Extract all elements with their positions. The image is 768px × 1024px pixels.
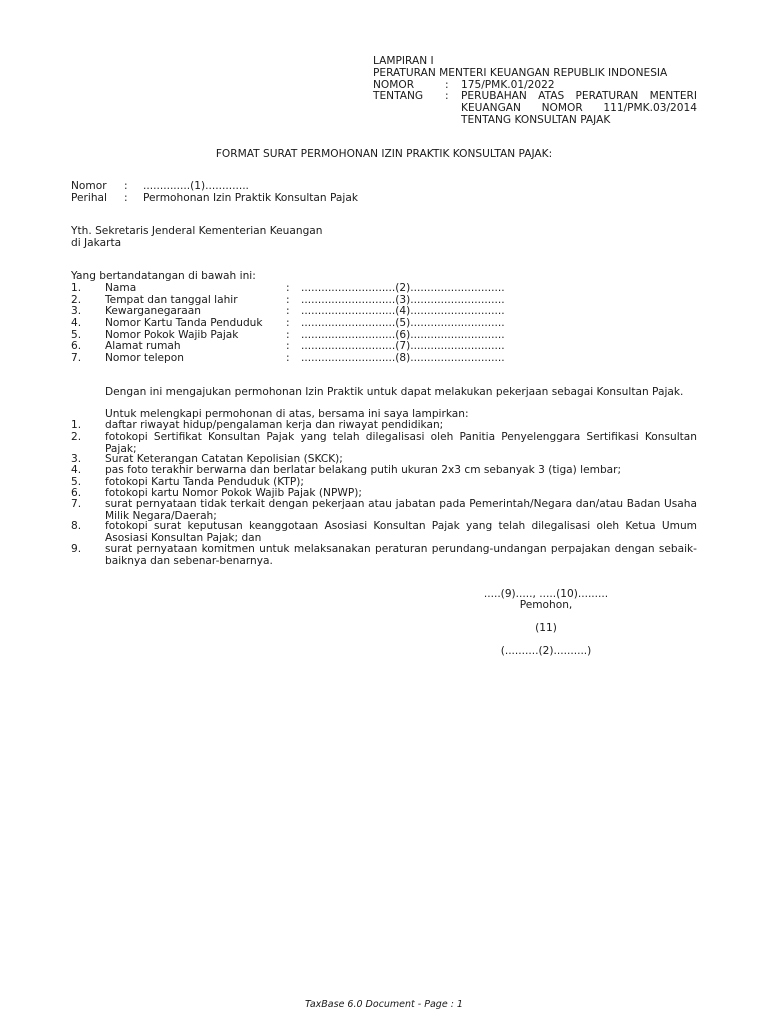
attachment-number: 2. <box>71 431 82 443</box>
identity-intro: Yang bertandatangan di bawah ini: <box>71 270 256 282</box>
field-number: 6. <box>71 340 82 352</box>
field-value-telepon: ............................(8)............................ <box>301 352 505 364</box>
addressee-city: di Jakarta <box>71 237 122 249</box>
letter-nomor-value: ..............(1)............. <box>143 180 249 192</box>
signature-mark: (11) <box>535 622 557 634</box>
attachment-number: 1. <box>71 419 82 431</box>
application-statement: Dengan ini mengajukan permohonan Izin Praktik untuk dapat melakukan pekerjaan sebagai Konsultan Pajak. <box>105 386 684 398</box>
field-separator: : <box>286 329 290 341</box>
field-number: 4. <box>71 317 82 329</box>
attachment-number: 5. <box>71 476 82 488</box>
perihal-label: Perihal <box>71 192 107 204</box>
attachments-intro: Untuk melengkapi permohonan di atas, bersama ini saya lampirkan: <box>105 408 469 420</box>
field-number: 5. <box>71 329 82 341</box>
field-number: 3. <box>71 305 82 317</box>
nomor-value: 175/PMK.01/2022 <box>461 79 555 91</box>
signature-name: (..........(2)..........) <box>500 645 592 657</box>
field-number: 1. <box>71 282 82 294</box>
field-separator: : <box>286 282 290 294</box>
attachment-item: surat pernyataan komitmen untuk melaksanakan peraturan perundang-undangan perpajakan dengan sebaik-baiknya dan sebenar-benarnya. <box>105 543 697 567</box>
attachment-item: pas foto terakhir berwarna dan berlatar belakang putih ukuran 2x3 cm sebanyak 3 (tiga) lembar; <box>105 464 622 476</box>
attachment-item: fotokopi Sertifikat Konsultan Pajak yang telah dilegalisasi oleh Panitia Penyelenggara Sertifikasi Konsultan Pajak; <box>105 431 697 455</box>
letter-nomor-separator: : <box>124 180 128 192</box>
attachment-number: 9. <box>71 543 82 555</box>
field-separator: : <box>286 317 290 329</box>
attachment-item: daftar riwayat hidup/pengalaman kerja dan riwayat pendidikan; <box>105 419 444 431</box>
attachment-number: 6. <box>71 487 82 499</box>
field-separator: : <box>286 294 290 306</box>
tentang-value: PERUBAHAN ATAS PERATURAN MENTERI KEUANGAN NOMOR 111/PMK.03/2014 TENTANG KONSULTAN PAJAK <box>461 90 697 126</box>
field-label-kewarganegaraan: Kewarganegaraan <box>105 305 201 317</box>
attachment-number: 8. <box>71 520 82 532</box>
field-value-ttl: ............................(3)............................ <box>301 294 505 306</box>
signature-place-date: .....(9)....., .....(10)......... <box>483 588 609 600</box>
field-value-nama: ............................(2)............................ <box>301 282 505 294</box>
field-label-ktp: Nomor Kartu Tanda Penduduk <box>105 317 263 329</box>
attachment-number: 7. <box>71 498 82 510</box>
tentang-separator: : <box>445 90 449 102</box>
field-separator: : <box>286 352 290 364</box>
letter-nomor-label: Nomor <box>71 180 107 192</box>
field-separator: : <box>286 340 290 352</box>
field-label-telepon: Nomor telepon <box>105 352 184 364</box>
addressee-line: Yth. Sekretaris Jenderal Kementerian Keuangan <box>71 225 323 237</box>
attachment-number: 4. <box>71 464 82 476</box>
attachment-number: 3. <box>71 453 82 465</box>
field-value-kewarganegaraan: ............................(4)............................ <box>301 305 505 317</box>
regulation-title: PERATURAN MENTERI KEUANGAN REPUBLIK INDONESIA <box>373 67 668 79</box>
attachment-item: Surat Keterangan Catatan Kepolisian (SKCK); <box>105 453 343 465</box>
field-label-ttl: Tempat dan tanggal lahir <box>105 294 238 306</box>
signature-role: Pemohon, <box>519 599 573 611</box>
tentang-label: TENTANG <box>373 90 424 102</box>
field-value-alamat: ............................(7)............................ <box>301 340 505 352</box>
attachment-item: fotokopi kartu Nomor Pokok Wajib Pajak (NPWP); <box>105 487 362 499</box>
field-number: 7. <box>71 352 82 364</box>
field-number: 2. <box>71 294 82 306</box>
nomor-separator: : <box>445 79 449 91</box>
field-label-nama: Nama <box>105 282 137 294</box>
attachment-item: fotokopi Kartu Tanda Penduduk (KTP); <box>105 476 304 488</box>
field-separator: : <box>286 305 290 317</box>
field-label-alamat: Alamat rumah <box>105 340 181 352</box>
nomor-label: NOMOR <box>373 79 415 91</box>
perihal-value: Permohonan Izin Praktik Konsultan Pajak <box>143 192 358 204</box>
document-title: FORMAT SURAT PERMOHONAN IZIN PRAKTIK KONSULTAN PAJAK: <box>215 148 553 160</box>
field-value-npwp: ............................(6)............................ <box>301 329 505 341</box>
perihal-separator: : <box>124 192 128 204</box>
lampiran-label: LAMPIRAN I <box>373 55 434 67</box>
field-value-ktp: ............................(5)............................ <box>301 317 505 329</box>
attachment-item: fotokopi surat keputusan keanggotaan Asosiasi Konsultan Pajak yang telah dilegalisasi oleh Ketua Umum Asosiasi Konsultan Pajak; dan <box>105 520 697 544</box>
page-footer: TaxBase 6.0 Document - Page : 1 <box>305 999 463 1010</box>
attachment-item: surat pernyataan tidak terkait dengan pekerjaan atau jabatan pada Pemerintah/Negara dan/atau Badan Usaha Milik Negara/Daerah; <box>105 498 697 522</box>
field-label-npwp: Nomor Pokok Wajib Pajak <box>105 329 239 341</box>
